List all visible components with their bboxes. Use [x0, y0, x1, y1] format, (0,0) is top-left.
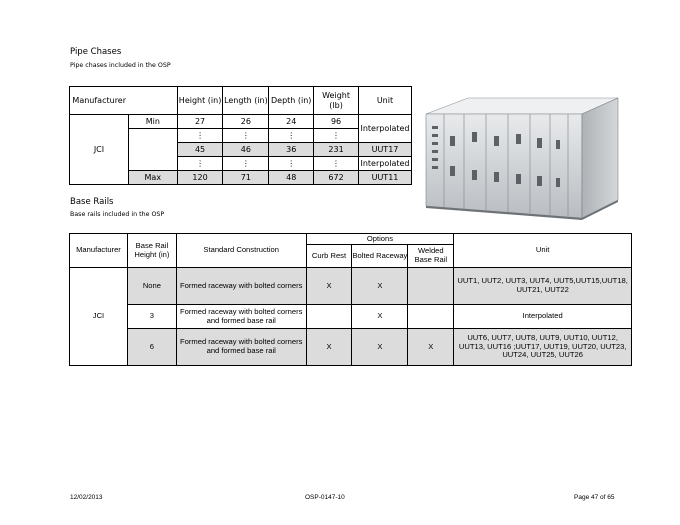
header-depth: Depth (in)	[269, 87, 314, 115]
cell-rail-height: 3	[127, 305, 176, 329]
header-manufacturer: Manufacturer	[70, 87, 129, 115]
cell-curb-rest: X	[306, 268, 352, 305]
cell-unit: Interpolated	[358, 157, 411, 171]
cell-weight: 231	[314, 143, 359, 157]
header-welded-base-rail: Welded Base Rail	[408, 245, 454, 268]
header-options: Options	[306, 234, 454, 245]
cell-ellipsis: ⋮	[223, 129, 269, 143]
cell-ellipsis: ⋮	[177, 129, 223, 143]
footer-date: 12/02/2013	[70, 494, 103, 501]
header-manufacturer: Manufacturer	[70, 234, 128, 268]
cell-unit: UUT6, UUT7, UUT8, UUT9, UUT10, UUT12, UUT13, UUT16 ;UUT17, UUT19, UUT20, UUT23, UUT24, UUT25, UUT26	[454, 329, 632, 366]
header-bolted-raceway: Bolted Raceway	[352, 245, 408, 268]
cell-bolted-raceway: X	[352, 268, 408, 305]
cell-unit: UUT11	[358, 171, 411, 185]
cell-unit: UUT17	[358, 143, 411, 157]
cell-curb-rest	[306, 305, 352, 329]
pipe-chases-title: Pipe Chases	[70, 47, 122, 57]
cell-length: 71	[223, 171, 269, 185]
footer-doc-number: OSP-0147-10	[305, 494, 345, 501]
header-blank	[128, 87, 177, 115]
footer-page-number: Page 47 of 65	[574, 494, 615, 501]
cell-welded-base-rail	[408, 305, 454, 329]
header-weight: Weight (lb)	[314, 87, 359, 115]
cell-unit: UUT1, UUT2, UUT3, UUT4, UUT5,UUT15,UUT18, UUT21, UUT22	[454, 268, 632, 305]
row-label-blank	[128, 157, 177, 171]
cell-depth: 48	[269, 171, 314, 185]
cell-ellipsis: ⋮	[269, 129, 314, 143]
manufacturer-jci: JCI	[70, 115, 129, 185]
header-base-rail-height: Base Rail Height (in)	[127, 234, 176, 268]
cell-welded-base-rail: X	[408, 329, 454, 366]
manufacturer-jci: JCI	[70, 268, 128, 366]
cell-ellipsis: ⋮	[223, 157, 269, 171]
cell-depth: 36	[269, 143, 314, 157]
cell-construction: Formed raceway with bolted corners and formed base rail	[176, 305, 306, 329]
cell-rail-height: 6	[127, 329, 176, 366]
base-rails-table	[69, 233, 632, 366]
header-unit: Unit	[358, 87, 411, 115]
pipe-chases-table	[69, 86, 412, 185]
cell-bolted-raceway: X	[352, 305, 408, 329]
pipe-chases-subtitle: Pipe chases included in the OSP	[70, 62, 171, 69]
base-rails-subtitle: Base rails included in the OSP	[70, 211, 165, 218]
base-rails-title: Base Rails	[70, 197, 114, 207]
row-label-max: Max	[128, 171, 177, 185]
cell-height: 45	[177, 143, 223, 157]
cell-ellipsis: ⋮	[314, 129, 359, 143]
header-height: Height (in)	[177, 87, 223, 115]
cell-ellipsis: ⋮	[269, 157, 314, 171]
header-length: Length (in)	[223, 87, 269, 115]
cell-weight: 672	[314, 171, 359, 185]
header-unit: Unit	[454, 234, 632, 268]
cell-welded-base-rail	[408, 268, 454, 305]
cell-height: 27	[177, 115, 223, 129]
header-standard-construction: Standard Construction	[176, 234, 306, 268]
cell-rail-height: None	[127, 268, 176, 305]
cell-length: 46	[223, 143, 269, 157]
cell-depth: 24	[269, 115, 314, 129]
row-label-blank	[128, 129, 177, 143]
cell-height: 120	[177, 171, 223, 185]
cell-curb-rest: X	[306, 329, 352, 366]
cell-construction: Formed raceway with bolted corners and formed base rail	[176, 329, 306, 366]
cell-unit-interpolated: Interpolated	[358, 115, 411, 143]
row-label-min: Min	[128, 115, 177, 129]
row-label-blank	[128, 143, 177, 157]
cell-weight: 96	[314, 115, 359, 129]
header-curb-rest: Curb Rest	[306, 245, 352, 268]
cell-unit: Interpolated	[454, 305, 632, 329]
cell-ellipsis: ⋮	[314, 157, 359, 171]
cell-bolted-raceway: X	[352, 329, 408, 366]
air-handling-unit-image	[424, 96, 620, 220]
cell-length: 26	[223, 115, 269, 129]
cell-ellipsis: ⋮	[177, 157, 223, 171]
cell-construction: Formed raceway with bolted corners	[176, 268, 306, 305]
